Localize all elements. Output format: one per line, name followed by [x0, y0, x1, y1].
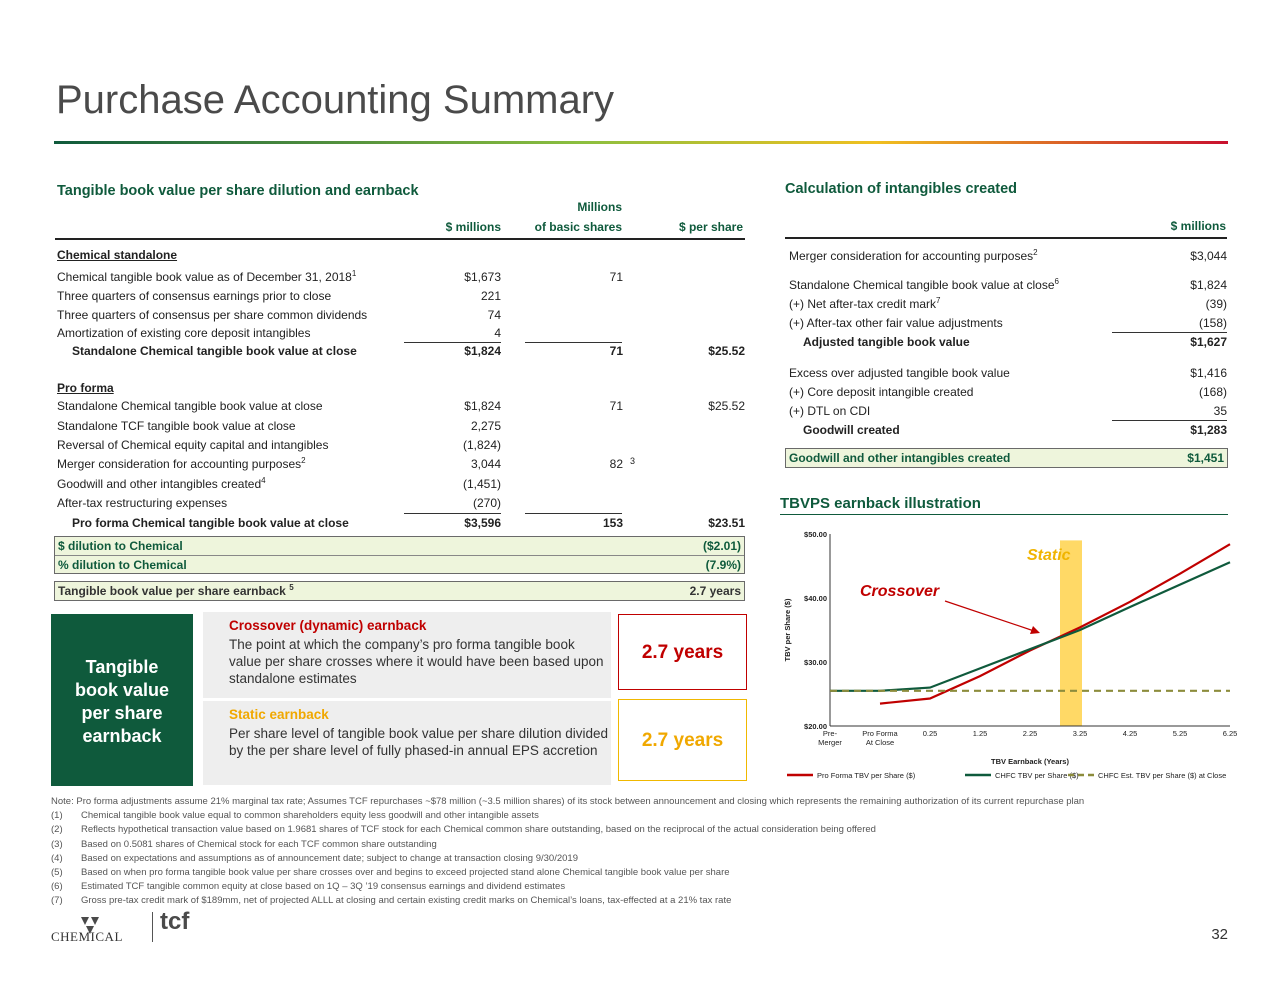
chart-title: TBVPS earnback illustration [780, 495, 981, 512]
legend-label: CHFC TBV per Share ($) [995, 771, 1079, 780]
dilution-value: ($2.01) [702, 539, 741, 553]
pf-rule-s [525, 513, 622, 514]
page-title: Purchase Accounting Summary [56, 78, 615, 122]
footnote-ref: 1 [351, 269, 357, 278]
series-line [830, 562, 1230, 691]
row-millions: 3,044 [470, 457, 501, 471]
row-label: (+) Net after-tax credit mark$^7$ [789, 296, 941, 311]
row-label: (+) DTL on CDI [789, 404, 871, 418]
dilution-pct-label: % dilution to Chemical [58, 558, 187, 572]
crossover-heading: Crossover (dynamic) earnback [229, 618, 427, 633]
row-millions: $1,673 [464, 270, 501, 284]
table-row [57, 326, 745, 344]
standalone-total-p: $25.52 [708, 344, 745, 358]
row-millions: 221 [480, 289, 501, 303]
right-col-header: $ millions [1170, 219, 1226, 233]
row-millions: $1,824 [464, 399, 501, 413]
standalone-total-m: $1,824 [464, 344, 501, 358]
intangibles-total-box [785, 448, 1228, 468]
row-value: $1,416 [1190, 366, 1227, 380]
col-header-per-share: $ per share [678, 220, 743, 234]
footnote-text: Pro forma adjustments assume 21% marginal tax rate; Assumes TCF repurchases ~$78 million (~3.5 million shares) of its stock between announcement and closing which represents the remaining authorization of its current repurchase plan [76, 796, 1085, 807]
row-label: Amortization of existing core deposit intangibles [57, 326, 311, 340]
row-per-share: $25.52 [708, 399, 745, 413]
right-header-rule [785, 237, 1227, 239]
crossover-arrow [945, 601, 1037, 632]
table-row [57, 270, 745, 288]
footnote-key: (5) [51, 867, 63, 879]
logo-divider [152, 912, 153, 942]
header-rule [55, 238, 745, 240]
row-label: (+) Core deposit intangible created [789, 385, 974, 399]
row-label: Goodwill and other intangibles created$^4$ [57, 476, 266, 491]
x-axis-label: TBV Earnback (Years) [991, 757, 1069, 766]
shares-footnote: 3 [630, 456, 636, 466]
right-heading: Calculation of intangibles created [785, 181, 1018, 197]
intangibles-total-label: Goodwill and other intangibles created [789, 451, 1011, 465]
row-value: $1,824 [1190, 278, 1227, 292]
row-label: Excess over adjusted tangible book value [789, 366, 1010, 380]
footnote-text: Estimated TCF tangible common equity at close based on 1Q – 3Q ’19 consensus earnings and dividend estimates [81, 881, 566, 893]
row-millions: 2,275 [470, 419, 501, 433]
row-millions: (270) [472, 496, 501, 510]
proforma-total-label: Pro forma Chemical tangible book value at close [72, 516, 349, 530]
static-years: 2.7 years [618, 699, 747, 781]
dilution-pct-value: (7.9%) [705, 558, 741, 572]
y-tick-label: $30.00 [804, 658, 827, 667]
earnback-title-line: Tangible [85, 657, 159, 677]
standalone-total-s: 71 [609, 344, 623, 358]
table-row [789, 278, 1227, 296]
total-rule-m [404, 342, 501, 343]
proforma-total-p: $23.51 [708, 516, 745, 530]
row-value: 35 [1213, 404, 1227, 418]
x-tick-label: 0.25 [922, 729, 938, 738]
footnote-text: Reflects hypothetical transaction value based on 1.9681 shares of TCF stock for each Chemical common share outstanding, based on the reciprocal of the actual consideration being offered [81, 824, 876, 836]
footnote-text: Based on expectations and assumptions as of announcement date; subject to change at transaction closing 9/30/2019 [81, 852, 578, 864]
row-label: Standalone TCF tangible book value at close [57, 419, 296, 433]
footnote-ref: 2 [1033, 248, 1038, 257]
proforma-total-row [57, 516, 745, 534]
row-millions: 74 [487, 308, 501, 322]
chemical-logo: CHEMICAL [51, 915, 131, 943]
earnback-title-line: per share [81, 703, 163, 723]
title-rule [54, 141, 1228, 144]
static-body: Per share level of tangible book value per share dilution divided by the per share level of fully phased-in annual EPS accretion [229, 726, 608, 758]
table-row [57, 496, 745, 514]
row-millions: (1,451) [462, 477, 501, 491]
footnote [51, 866, 1251, 880]
footnote-text: Based on 0.5081 shares of Chemical stock for each TCF common share outstanding [81, 838, 437, 850]
col-header-shares: of basic shares [534, 220, 622, 234]
y-tick-label: $40.00 [804, 594, 827, 603]
table-row [57, 419, 745, 437]
table-row [57, 289, 745, 307]
table-row [789, 249, 1227, 267]
static-panel [203, 701, 611, 785]
table-row [57, 457, 745, 475]
static-heading: Static earnback [229, 707, 329, 722]
left-heading: Tangible book value per share dilution and earnback [57, 183, 419, 199]
row-label: Three quarters of consensus per share common dividends [57, 308, 368, 322]
footnote-key: (4) [51, 852, 63, 864]
table-row [57, 399, 745, 417]
earnback-title-line: earnback [82, 726, 162, 746]
row-shares: 71 [609, 270, 623, 284]
x-tick-label: 1.25 [972, 729, 988, 738]
goodwill-value: $1,283 [1190, 423, 1227, 437]
footnote-key: (2) [51, 824, 63, 836]
table-row [789, 366, 1227, 384]
proforma-heading: Pro forma [57, 381, 114, 395]
proforma-total-m: $3,596 [464, 516, 501, 530]
footnote-ref: 2 [301, 456, 306, 465]
earnback-title-box [51, 614, 193, 786]
crossover-panel [203, 612, 611, 698]
footnote [51, 880, 1251, 894]
page-number: 32 [1211, 926, 1228, 943]
row-value: (39) [1205, 297, 1227, 311]
row-shares: 71 [609, 399, 623, 413]
standalone-heading: Chemical standalone [57, 248, 178, 262]
row-label: Reversal of Chemical equity capital and intangibles [57, 438, 329, 452]
footnote-text: Based on when pro forma tangible book value per share crosses over and begins to exceed projected stand alone Chemical tangible book value per share [81, 867, 730, 879]
row-millions: (1,824) [462, 438, 501, 452]
goodwill-rule [1112, 420, 1227, 421]
footnote [51, 838, 1251, 852]
tcf-logo: tcf [160, 908, 190, 935]
arrow-head-icon [1030, 626, 1040, 634]
x-tick-label: 2.25 [1022, 729, 1038, 738]
goodwill-row [789, 423, 1227, 441]
earnback-title-line: book value [74, 680, 170, 700]
adj-rule [1112, 332, 1227, 333]
static-annotation: Static [1027, 547, 1071, 564]
earnback-row [54, 581, 745, 601]
row-value: (158) [1198, 316, 1227, 330]
table-row [57, 477, 745, 495]
y-tick-label: $20.00 [804, 722, 827, 731]
x-tick-label: 5.25 [1172, 729, 1188, 738]
adjusted-value: $1,627 [1190, 335, 1227, 349]
legend-label: Pro Forma TBV per Share ($) [817, 771, 916, 780]
footnotes [51, 795, 1251, 909]
table-row [789, 385, 1227, 403]
row-value: (168) [1198, 385, 1227, 399]
x-tick-label: 4.25 [1122, 729, 1138, 738]
footnote-ref: 4 [261, 476, 266, 485]
footnote-text: Chemical tangible book value equal to common shareholders equity less goodwill and other intangible assets [81, 810, 539, 822]
goodwill-label: Goodwill created [803, 423, 900, 437]
pf-rule-m [404, 513, 501, 514]
footnote-key: (7) [51, 895, 63, 907]
footnote-key: (3) [51, 838, 63, 850]
footnote [51, 795, 1251, 809]
earnback-label: Tangible book value per share earnback $^5$ [58, 583, 294, 598]
footnote [51, 894, 1251, 908]
row-label: Standalone Chemical tangible book value at close$^6$ [789, 277, 1059, 292]
adjusted-row [789, 335, 1227, 353]
row-label: Merger consideration for accounting purposes$^2$ [789, 248, 1038, 263]
row-value: $3,044 [1190, 249, 1227, 263]
earnback-value: 2.7 years [689, 584, 741, 598]
footnote-text: Gross pre-tax credit mark of $189mm, net of projected ALLL at closing and certain existing credit marks on Chemical’s loans, tax-effected at a 21% tax rate [81, 895, 732, 907]
dilution-label: $ dilution to Chemical [58, 539, 183, 553]
tbvps-chart [775, 520, 1255, 790]
row-label: (+) After-tax other fair value adjustments [789, 316, 1003, 330]
y-tick-label: $50.00 [804, 530, 827, 539]
footnote-key: (6) [51, 881, 63, 893]
x-tick-label: 6.25 [1222, 729, 1238, 738]
series-line [880, 544, 1230, 703]
x-tick-label: Pre-Merger [818, 729, 842, 747]
footnote [51, 823, 1251, 837]
standalone-total-label: Standalone Chemical tangible book value at close [72, 344, 357, 358]
footnote-key: Note: [51, 796, 77, 807]
row-label: After-tax restructuring expenses [57, 496, 228, 510]
row-millions: 4 [494, 326, 501, 340]
row-label: Chemical tangible book value as of December 31, 2018$^1$ [57, 269, 357, 284]
table-row [57, 438, 745, 456]
row-label: Standalone Chemical tangible book value at close [57, 399, 323, 413]
intangibles-total-value: $1,451 [1187, 451, 1224, 465]
footnote-ref: 7 [936, 296, 941, 305]
x-tick-label: Pro Forma At Close [862, 729, 898, 747]
crossover-annotation: Crossover [860, 583, 940, 600]
col-header-shares-top: Millions [577, 200, 622, 214]
footnote-key: (1) [51, 810, 63, 822]
standalone-total-row [57, 344, 745, 362]
table-row [57, 308, 745, 326]
adjusted-label: Adjusted tangible book value [803, 335, 970, 349]
row-label: Three quarters of consensus earnings prior to close [57, 289, 332, 303]
table-row [789, 297, 1227, 315]
x-tick-label: 3.25 [1072, 729, 1088, 738]
y-axis-label: TBV per Share ($) [783, 598, 792, 662]
row-shares: 82 [609, 457, 623, 471]
chart-title-rule [780, 514, 1228, 515]
footnote-ref: 6 [1054, 277, 1059, 286]
legend-label: CHFC Est. TBV per Share ($) at Close [1098, 771, 1227, 780]
proforma-total-s: 153 [602, 516, 623, 530]
footnote [51, 852, 1251, 866]
dilution-box [54, 536, 745, 574]
footnote [51, 809, 1251, 823]
row-label: Merger consideration for accounting purposes$^2$ [57, 456, 306, 471]
crossover-years: 2.7 years [618, 614, 747, 690]
crossover-body: The point at which the company’s pro forma tangible book value per share crosses where it would have been based upon standalone estimates [229, 637, 604, 686]
total-rule-s [525, 342, 622, 343]
col-header-millions: $ millions [445, 220, 501, 234]
